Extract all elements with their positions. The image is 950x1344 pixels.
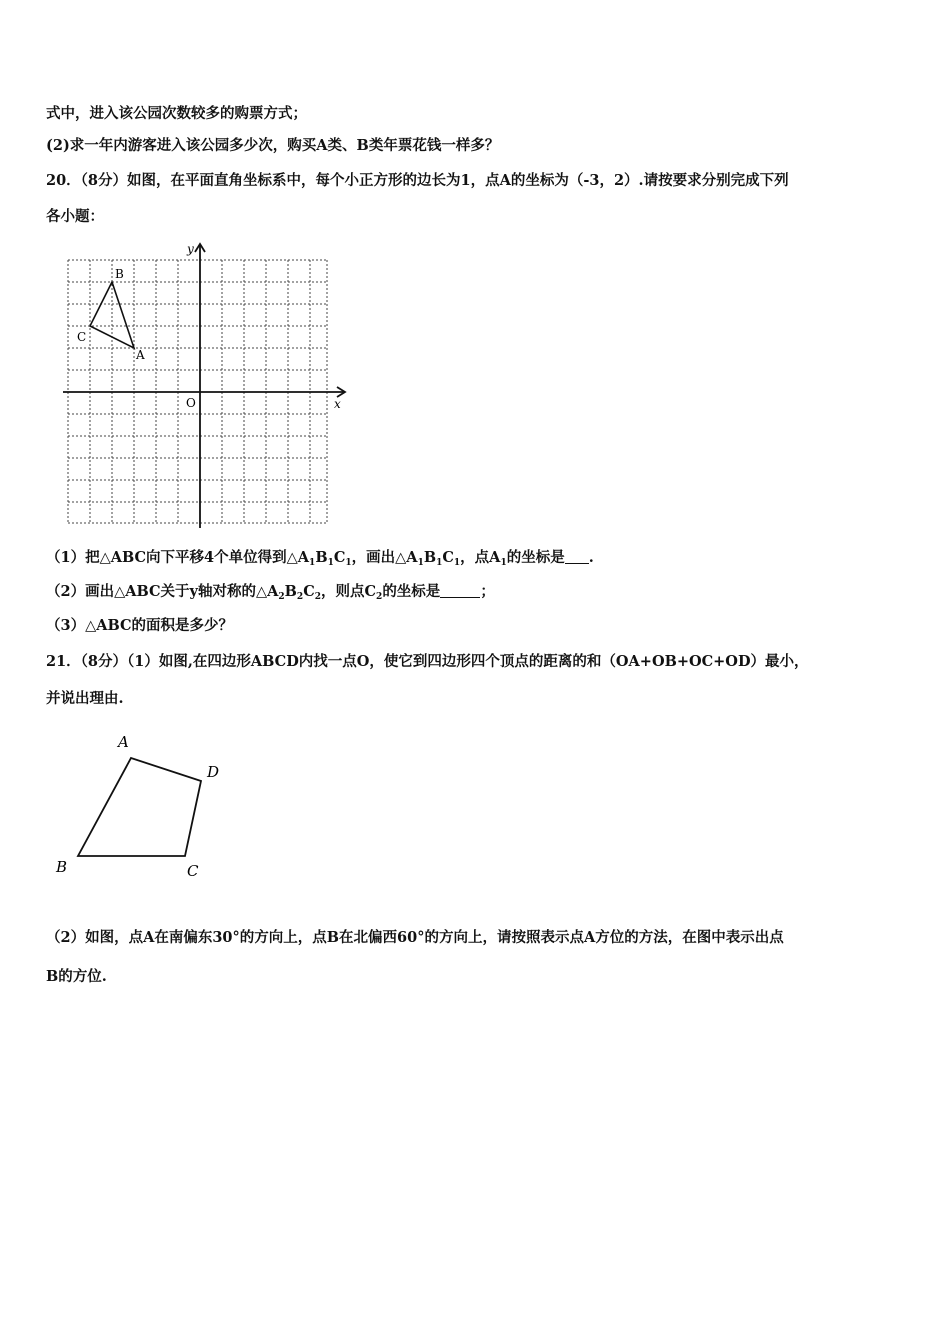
axes: [63, 244, 345, 528]
question-20-stem: 20．（8分）如图，在平面直角坐标系中，每个小正方形的边长为1，点A的坐标为（-3，2）.请按要求分别完成下列: [46, 172, 789, 189]
question-19-part-2: (2)求一年内游客进入该公园多少次，购买A类、B类年票花钱一样多？: [46, 137, 500, 154]
origin-label: O: [186, 396, 196, 410]
quadrilateral-figure: [50, 728, 240, 888]
question-21-part-2-cont: B的方位.: [46, 968, 107, 985]
answer-blank: [565, 549, 589, 564]
triangle-abc: [90, 282, 134, 348]
point-b-label: B: [115, 267, 124, 281]
y-axis-label: y: [187, 242, 194, 256]
question-20-part-1: （1）把△ABC向下平移4个单位得到$\triangle A_1B_1C_1$，画出$\triangle A_1B_1C_1$，点$A_1$的坐标是 .: [46, 549, 594, 568]
answer-blank: [440, 583, 480, 598]
label-c: C: [187, 862, 199, 880]
question-20-part-3: （3）△ABC的面积是多少？: [46, 617, 234, 634]
text-line-1: 式中，进入该公园次数较多的购票方式；: [46, 105, 307, 122]
label-a: A: [118, 733, 129, 751]
x-axis-label: x: [334, 397, 341, 411]
point-a-label: A: [136, 348, 145, 362]
point-c-label: C: [77, 330, 87, 344]
coordinate-grid-figure: [55, 238, 355, 530]
quadrilateral-abcd: [78, 758, 201, 856]
question-21-part-1-cont: 并说出理由.: [46, 690, 124, 707]
question-21-part-2: （2）如图，点A在南偏东30°的方向上，点B在北偏西60°的方向上，请按照表示点A方位的方法，在图中表示出点: [46, 929, 784, 946]
question-21-part-1: 21．（8分）（1）如图,在四边形ABCD内找一点O，使它到四边形四个顶点的距离的和（OA+OB+OC+OD）最小，: [46, 653, 809, 670]
question-20-part-2: （2）画出△ABC关于y轴对称的$\triangle A_2B_2C_2$，则点$C_2$的坐标是 ；: [46, 583, 495, 602]
label-b: B: [56, 858, 68, 876]
label-d: D: [207, 763, 220, 781]
question-20-stem-cont: 各小题：: [46, 208, 104, 225]
